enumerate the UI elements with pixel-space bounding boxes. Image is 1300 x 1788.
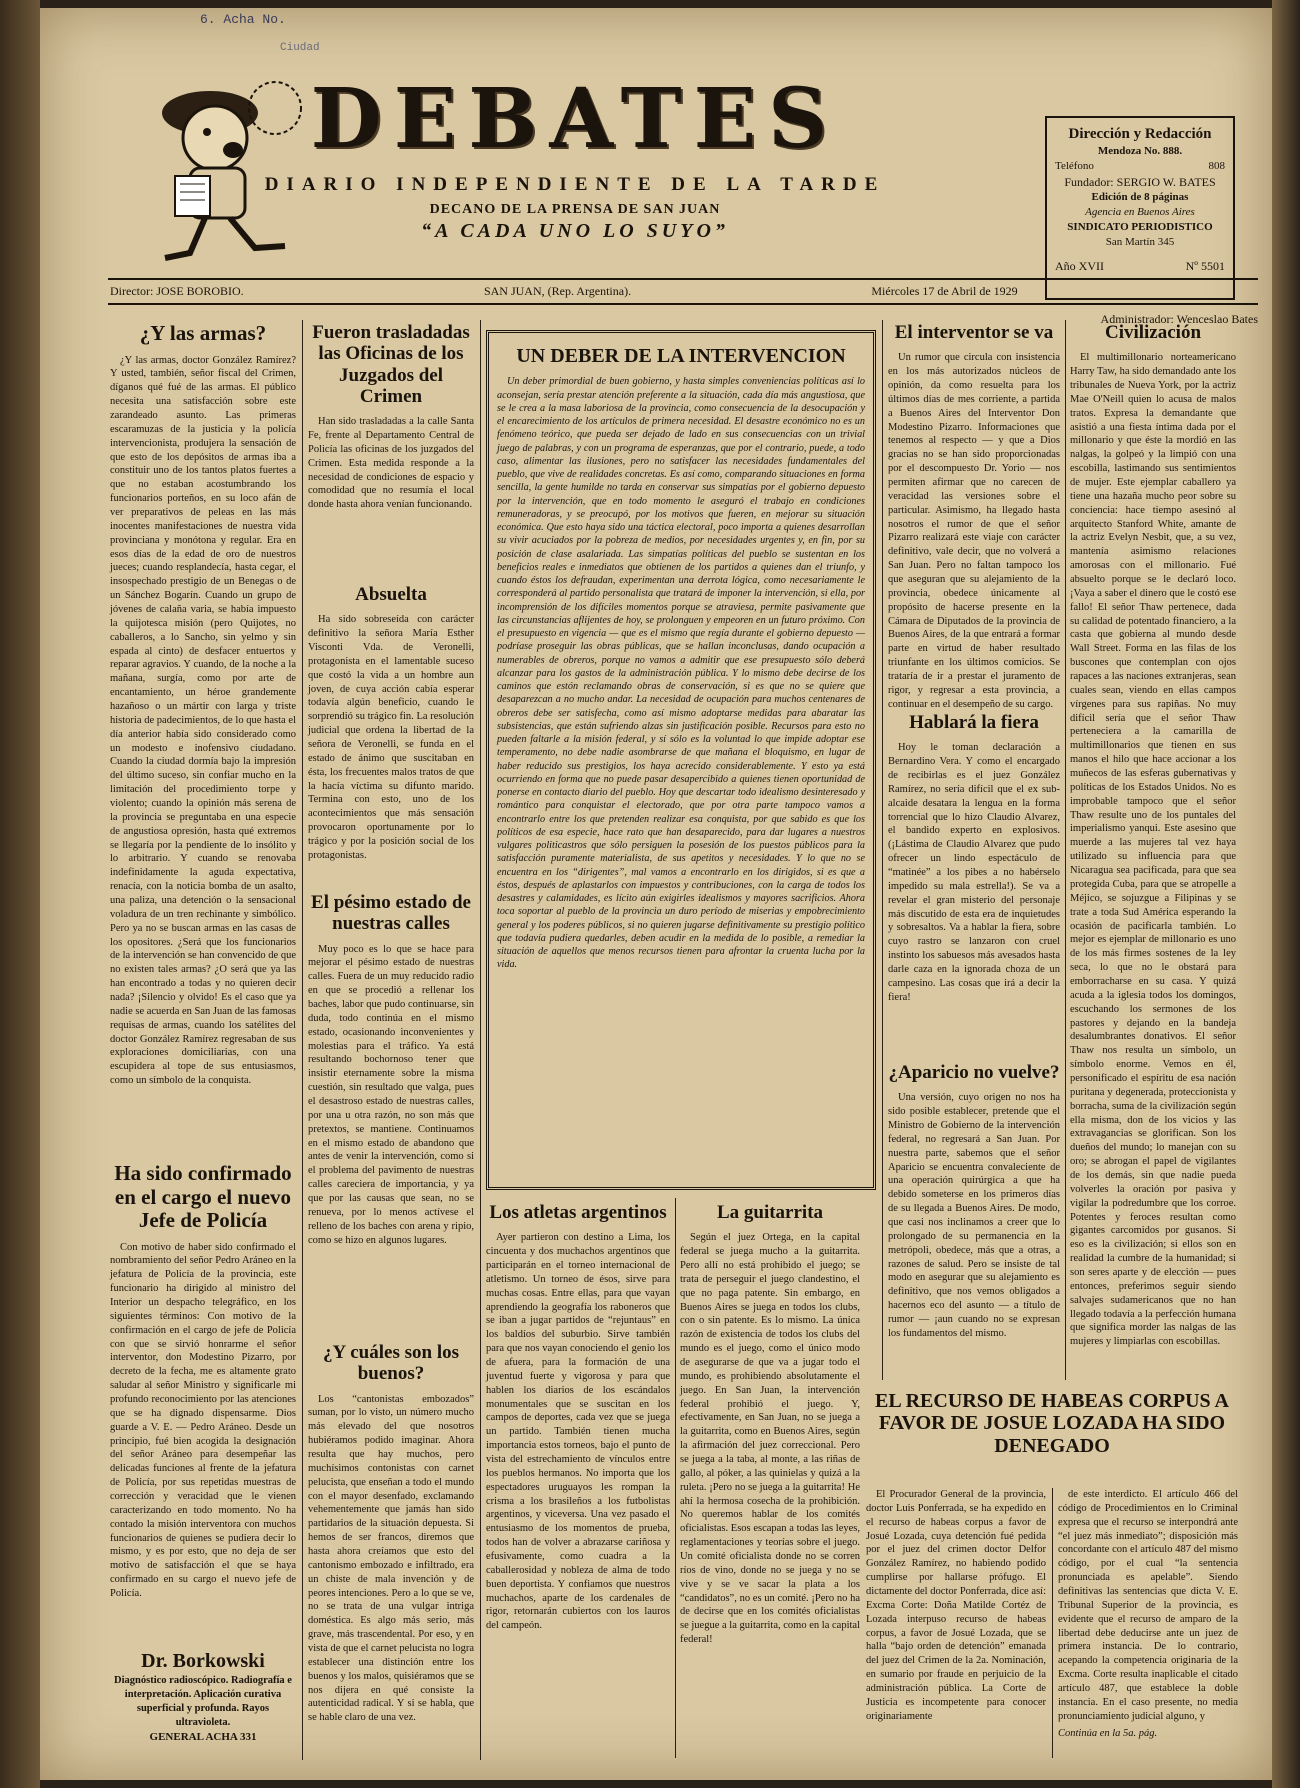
column-rule [480,320,481,1760]
body-interventor: Un rumor que circula con insistencia en los más autorizados núcleos de opinión, da como resuelta para los últimos días de mes corriente, a partida a Buenos Aires del Interventor Don Modestino Pizarro. Informaciones que tenemos al respecto — y que a Dios gracias no se han sido proporcionadas por el descompuesto Dr. Yorio — nos permiten afirmar que no carecen de veracidad las versiones sobre el particular. Asimismo, ha llegado hasta nosotros el rumor de que el señor Pizarro realizará este viaje con carácter definitivo, vale decir, que no volverá a San Juan. Pero no faltan tampoco los que aseguran que su alejamiento de la provincia, obedece únicamente al propósito de hacerse presente en la Cámara de Diputados de la provincia de Buenos Aires, de la que entrará a formar parte en virtud de haber resultado triunfante en los últimos comicios. Se trataría de ir a prestar el juramento de rigor, y regresar a esta provincia, a continuar en el desempeño de su cargo. [888,352,1060,710]
info-founder: Fundador: SERGIO W. BATES [1064,174,1216,189]
body-habeas-a: El Procurador General de la provincia, doctor Luis Ponferrada, se ha expedido en el recurso de habeas corpus a favor de Josué Lozada, cuya detención fué pedida por el juez del crimen doctor Delfor González Ramírez, no habiendo podido cumplirse por hallarse prófugo. El dictamente del doctor Ponferrada, dice así: Excma Corte: Doña Matilde Cortéz de Lozada interpuso recurso de habeas corpus, a favor de Josué Lozada, que se halla “bajo orden de detención” emanada del juez del Crimen de la 2a. Nominación, en sumario por fraude en perjuicio de la administración pública. La Corte de Justicia es incompetente para conocer originariamente [866,1489,1046,1722]
body-y-las-armas: ¿Y las armas, doctor González Ramírez? Y usted, también, señor fiscal del Crimen, díganos qué fué de las armas. El público necesita una satisfacción sobre este zarandeado asunto. Las primeras escaramuzas de la justicia y la policía intervencionista, produjera la sensación de que esto de los depósitos de armas iba a constituir uno de los tantos platos fuertes a que no estaban acostumbrando los funcionarios porteños, en su loco afán de ver preparativos de peleas en las más inocentes manifestaciones de nuestra vida provinciana y monótona y regular. Era en esos días de la edad de oro de nuestros jueces; cuando resplandecía, hasta cegar, el insospechado prestigio de un Benegas o de un Sánchez Bogarín. Cuando un grupo de jóvenes de calaña varia, se había impuesto la quijotesca misión (pero Quijotes, no caballeros, a lo Sancho, sin yelmo y sin espada al cinto) de desfacer entuertos y reparar agravios. Y cuando, de la noche a la mañana, surgía, como por arte de encantamiento, un héroe grandemente hazañoso o un mártir con larga y triste historia de padecimientos, de lo que hasta el día anterior había sido considerado como un modesto e inofensivo ciudadano. Cuando la ciudad dormía bajo la impresión del último suceso, sin confiar mucho en la limitación del procedimiento torpe y violento; cuando la opinión más serena de la provincia se preguntaba en una especie de angustiosa opresión, hasta qué extremos se llegaría por la pendiente de lo insólito y lo arbitrario. Y cuando se renovaba indefinidamente la aguda expectativa, renacía, con la noticia bomba de un asalto, una paliza, una detención o la sensacional voladura de un tren rechinante y simbólico. Pero ya no se buscan armas en las casas de los opositores. ¿Será que los funcionarios de la intervención se han convencido de que no existen tales armas? ¿O será que ya las han encontrado a todas y no quieren decir nada? ¡Silencio y olvido! Es el caso que ya nadie se acuerda en San Juan de las famosas requisas de armas, cuando los satélites del doctor González Ramírez regresaban de sus exploraciones domiciliarias, con una escupidera al tope de sus entusiasmos, como un símbolo de la conquista. [110,354,297,1087]
ad-borkowski-address: GENERAL ACHA 331 [149,1730,257,1743]
stamp-top: 6. Acha No. [200,12,286,27]
ad-borkowski [110,1648,296,1758]
newspaper-page [40,8,1272,1780]
info-edition: Edición de 8 páginas [1091,191,1189,204]
info-phone-label: Teléfono [1055,160,1094,173]
headline-interventor: El interventor se va [894,322,1054,343]
column-rule [675,1198,676,1758]
dateline-place: SAN JUAN, (Rep. Argentina). [483,284,632,298]
newspaper-title: DEBATES [310,71,840,167]
headline-aparicio: ¿Aparicio no vuelve? [888,1062,1060,1083]
article-fiera [888,708,1060,1048]
body-habeas-b: de este interdicto. El artículo 466 del código de Procedimientos en lo Criminal expresa que el recurso se interpondrá ante “el juez más inmediato”; disposición más concordante con el artículo 487 del mismo código, por el cual “la sentencia pronunciada es apelable”. Siendo definitivas las sentencias que dicta V. E. Tribunal Superior de la provincia, es evidente que el recurso de amparo de la libertad debe deducirse ante un juez de primera instancia. De lo contrario, acepando la competencia originaria de la Excma. Corte resulta inaplicable el citado artículo 487, que establece la doble instancia. En el caso presente, no media pronunciamiento judicial alguno, y [1058,1489,1238,1722]
headline-guitarrita: La guitarrita [716,1202,824,1223]
headline-civilizacion: Civilización [1104,322,1202,343]
article-absuelta [308,580,474,880]
info-address: Mendoza No. 888. [1097,145,1183,158]
body-civilizacion: El multimillonario norteamericano Harry Taw, ha sido demandado ante los tribunales de Nueva York, por la actriz Mae O'Neill quien lo acusa de malos tratos. Expresa la demandante que asistió a una fiesta íntima dada por el millonario y que éste la mordió en las nalgas, la golpeó y la limpió con una escobilla, lastimando sus sentimientos de mujer. Este ejemplar caballero ya tiene una hazaña mucho peor sobre su conciencia: hace tiempo asesinó al arquitecto Stanford White, amante de la actriz Evelyn Nesbit, que, a su vez, mantenía asimismo relaciones amorosas con el millonario. Fué absuelto porque se le declaró loco. ¡Vaya a saber el dinero que le costó ese fallo! El señor Thaw pertenece, dada su calidad de potentado financiero, a la casta que gobierna al mundo desde Wall Street. Forma en las filas de los buscones que contemplan con ojos rapaces a las naciones extranjeras, sean cuales sean, viendo en ellas campos vírgenes para sus rapiñas. No muy difícil sería que el señor Thaw perteneciera a la camarilla de multimillonarios que tienen en sus manos el hilo que hace accionar a los muñecos de las esferas gubernativas y políticas de los Estados Unidos. No es improbable tampoco que el señor Thaw resulte uno de los puntales del imperialismo yanqui. Este asesino que muerde a las mujeres tal vez haya utilizado su influencia para que Nicaragua sea pacificada, para que sea protegida Cuba, para que se atropelle a Méjico, se sojuzgue a Filipinas y se trate a toda Sud América esperando la ocasión de pacificarla también. Lo mejor es ejemplar de millonario es uno de los más firmes sostenes de la ley seca, lo que no le obstará para emborracharse en su casa. Y quizá acuda a la iglesia todos los domingos, escuchando los sermones de los pastores y dejando en la bandeja desalumbrantes donativos. El señor Thaw nos resulta un símbolo, un símbolo enorme. Vemos en él, personificado el espíritu de esa nación puritana y degenerada, proteccionista y borracha, suma de la civilización según ella misma, don de los vicios y las extravagancias se glorifican. Son los dueños del mundo; lo manejan con su oro; se abrogan el papel de vigilantes de los demás, sin que nadie pueda volverles la oración por pasiva y vigilar la podredumbre que los corroe. Potentes y feroces resultan como gigantes carcomidos por gusanos. Si eso es la civilización; si ellos son en realidad la cumbre de la humanidad; si son seres aparte y de elección — pues entonces, preferimos seguir siendo salvajes sudamericanos que no han llegado todavía a la perfección humana que significa morder las nalgas de las mujeres y limpiarlas con escobillas. [1070,352,1236,1348]
info-year: Año XVII [1055,258,1104,273]
info-phone: 808 [1208,160,1225,173]
info-syndicate-addr: San Martín 345 [1105,235,1175,248]
body-fiera: Hoy le toman declaración a Bernardino Vera. Y como el encargado de recibirlas es el juez González Ramírez, no sería difícil que el ex sub-alcaide desatara la lengua en la forma torrencial que lo hizo Claudio Alvarez, el bandido experto en explosivos. (¡Lástima de Claudio Alvarez que pudo ofrecer un lindo espectáculo de “matinée” a los pibes a no habérselo impedido su mala estrella!). Se va a revelar el gran misterio del personaje más discutido de esta era de inquietudes y sobresaltos. Va a hablar la fiera, sobre cuyo rastro se lanzaron con cruel instinto los sabuesos más avesados hasta darle caza en la ignorada choza de un campesino. Las cosas que irá a decir la fiera! [888,742,1060,1003]
ad-borkowski-name: Dr. Borkowski [141,1650,265,1672]
headline-juzgados: Fueron trasladadas las Oficinas de los Juzgados del Crimen [312,322,470,407]
info-heading: Dirección y Redacción [1068,126,1212,142]
dateline-rule-bottom [108,303,1258,305]
editorial-box [486,330,876,1190]
info-syndicate: SINDICATO PERIODISTICO [1067,220,1213,233]
headline-atletas: Los atletas argentinos [489,1202,667,1223]
column-rule [882,320,883,1380]
body-editorial: Un deber primordial de buen gobierno, y hasta simples conveniencias políticas así lo aconsejan, sería prestar atención preferente a la situación, cada día más angustiosa, que se le crea a la masa laboriosa de la provincia, como consecuencia de la desocupación y el encarecimiento de los artículos de primera necesidad. El desastre económico no es un fenómeno teórico, que pueda ser dejado de lado en sus consecuencias con un trivial juego de palabras, y con un programa de esperanzas, que por el contrario, puede, a todo caso, alimentar las ilusiones, pero no satisfacer las necesidades fundamentales del pueblo, que vive de realidades concretas. Es así como, comparando situaciones en forma sencilla, la gente humilde no tarda en conservar sus simpatías por el gobierno depuesto por la intervención, que en todo momento le aseguró el trabajo en condiciones remuneradoras, y se preocupó, por los motivos que fueren, en mejorar su situación económica. Que esto haya sido una táctica electoral, poco importa a quienes desarrollan su vivir acuciados por la pobreza de medios, por necesidades urgentes y, en fin, por su posición de clase asalariada. Las simpatías políticas del pueblo se sustentan en los beneficios reales e inmediatos que obtienen de los partidos a quienes dan el triunfo, y cuando éstos los defraudan, experimentan una derrota lógica, como necesariamente le corresponderá al partido personalista que tratará de imponer la intervención, si ella, por incomprensión de los difíciles momentos porque se atraviesa, permite pasivamente que las circunstancias aflijentes de hoy, se prolonguen y empeoren en un futuro próximo. Con el presupuesto en vigencia — que es el mismo que regía durante el gobierno depuesto — podríase proseguir las obras públicas, que se hallan inconclusas, dando ocupación a numerables de obreros, porque no vamos a admitir que ese presupuesto sólo deberá alcanzar para los gastos de la administración pública. Y lo mismo debe decirse de los caminos que estón reclamando obras de conservación, si es que no se quiere que desaparezcan a no mucho andar. La necesidad de ocupación para muchos centenares de obreros debe ser satisfecha, como así mismo adoptarse medidas para abaratar las subsistencias, que están sufriendo alzas sin justificación posible. Recursos para esto no pueden faltarle a la misión federal, y sí sólo es la voluntad lo que impide adoptar ese temperamento, no debe nadie asombrarse de que mañana el bloquismo, en lugar de haber reducido sus prestigios, los haya acrecido considerablemente. Y esto ya está ocurriendo en forma que no puede pasar desapercibido a quienes tienen oportunidad de ponerse en contacto diario del pueblo. Hoy que descartar todo idealismo desinteresado y romántico para conquistar el electorado, que por otra parte tampoco vamos a encontrarlo entre los que pretenden realizar esa conquista, por que sabido es que los políticos de esa especie, hace rato que han desaparecido, para dar lugares a nuestros vulgares politicastros que sólo persiguen la posesión de los puestos públicos para la satisfacción puramente materialista, de sus apetitos y necesidades. Y lo que no se encuentra en los “dirigentes”, mal vamos a encontrarlo en los dirigidos, si es que a éstos, después de aplastarlos con impuestos y contribuciones, con la carga de todos los desastres y calamidades, es lícito aún exigirles idealismos y mayores sacrificios. Ahora toca soportar al pueblo de la provincia un duro período de miserias y empobrecimiento general y los poderes públicos, si no quieren jugarse definitivamente su prestigio político que todavía pudiera quedarles, deben acudir en la medida de lo posible, a remediar la situación de aquellos que menos recursos tienen para afrontar la cruenta lucha por la vida. [497,376,865,971]
column-rule [1052,1488,1053,1758]
masthead [95,71,1055,243]
newspaper-subtitle: DIARIO INDEPENDIENTE DE LA TARDE [264,174,886,195]
headline-habeas: EL RECURSO DE HABEAS CORPUS A FAVOR DE JOSUE LOZADA HA SIDO DENEGADO [875,1390,1229,1457]
info-agency: Agencia en Buenos Aires [1085,205,1195,218]
headline-absuelta: Absuelta [355,584,427,605]
article-cuales-buenos [308,1338,474,1758]
ad-borkowski-body: Diagnóstico radioscópico. Radiografía e interpretación. Aplicación curativa superficial y profunda. Rayos ultravioleta. [114,1675,292,1728]
article-y-las-armas [110,318,296,1148]
column-rule [302,320,303,1760]
article-civilizacion [1070,318,1236,1378]
dateline [110,284,1258,299]
body-calles: Muy poco es lo que se hace para mejorar el pésimo estado de nuestras calles. Fuera de un muy reducido radio en que se procedió a rellenar los baches, labor que pudo continuarse, sin duda, todo continúa en el mismo estado, ocasionando inconvenientes y molestias para el tráfico. Ya está resultando bochornoso tener que insistir eternamente sobre la misma cuestión, sin resultado que valga, pues el desastroso estado de nuestras calles, por una u otra razón, no son más que pretextos, se mantiene. Continuamos en el mismo estado de abandono que antes de venir la intervención, como si el problema del pavimento de nuestras calles careciera de importancia, y ya que por las causas que sean, no se renueva, por lo menos actívese el relleno de los baches con arena y ripio, como se hizo en algunos lugares. [308,943,474,1246]
headline-jefe-de-policia: Ha sido confirmado en el cargo el nuevo Jefe de Policía [114,1161,292,1233]
article-calles [308,888,474,1328]
body-absuelta: Ha sido sobreseída con carácter definitivo la señora María Esther Visconti Vda. de Veronelli, protagonista en el lamentable suceso que costó la vida a un hombre aun joven, de cuya acción cabía esperar todavía algún beneficio, cuando le sorprendió su trágico fin. La resolución judicial que ordena la libertad de la señora de Veronelli, se funda en el estado de ánimo que suscitaban en ésta, los frecuentes malos tratos de que la hacía víctima su difunto marido. Termina con esto, uno de los acontecimientos que más sensación provocaron oportunamente por lo trágico y por la posición social de los protagonistas. [308,614,474,861]
column-rule [1065,320,1066,1380]
headline-calles: El pésimo estado de nuestras calles [311,892,471,935]
article-jefe-de-policia [110,1158,296,1638]
editorial-text [497,375,865,1165]
article-atletas [486,1198,670,1758]
article-habeas-a [866,1488,1046,1758]
dateline-director: Director: JOSE BOROBIO. [110,284,244,298]
body-jefe-de-policia: Con motivo de haber sido confirmado el nombramiento del señor Pedro Aráneo en la jefatura de Policía de la provincia, este funcionario ha dirigido al ministro del Interior un despacho telegráfico, en los siguientes términos: Con motivo de la confirmación en el cargo de jefe de Policía con que se sirvió honrarme el señor interventor, don Modestino Pizarro, por decreto de la fecha, me es altamente grato saludar al señor Ministro y significarle mi profundo reconocimiento por las atenciones que se ha dignado dispensarme. Dios guarde a V. E. — Pedro Aráneo. Desde un principio, fué bien acogida la designación del señor Aráneo para desempeñar las delicadas funciones al frente de la jefatura de Policía, por sus repetidas muestras de corrección y veracidad que le vienen caracterizando en todo momento. No ha contado la misión interventora con muchos funcionarios de quienes se pudiera decir lo mismo, y es por esto, que no deja de ser motivo de satisfacción el que se haya confirmado en su cargo el nuevo jefe de Policía. [110,1241,296,1600]
article-habeas-b [1058,1488,1238,1758]
body-aparicio: Una versión, cuyo origen no nos ha sido posible establecer, pretende que el Ministro de Gobierno de la intervención federal, no regresará a San Juan. Por nuestra parte, sabemos que el señor Aparicio se encuentra convaleciente de una operación quirúrgica a que ha debido someterse en los primeros días de su llegada a Buenos Aires. De modo, que casi nos inclinamos a creer que lo prolongado de su permanencia en la metrópoli, obedece, más que a otras, a razones de salud. Pero se insiste de tal modo en asegurar que su alejamiento es definitivo, que nos vemos obligados a hacernos eco del asunto — a título de rumor — ¡aun cuando no se expresan los fundamentos del mismo. [888,1092,1060,1339]
headline-editorial: UN DEBER DE LA INTERVENCION [516,345,846,367]
article-aparicio [888,1058,1060,1378]
body-juzgados: Han sido trasladadas a la calle Santa Fe, frente al Departamento Central de Policía las oficinas de los juzgados del Crimen. Esta medida responde a la necesidad de condiciones de espacio y comodidad que no resumía el local donde hasta ahora venían funcionando. [308,416,474,511]
stamp-top2: Ciudad [280,42,320,54]
newspaper-motto: “A CADA UNO LO SUYO” [421,220,729,242]
editorial-info-box [1045,116,1235,300]
habeas-continued: Continúa en la 5a. pág. [1058,1727,1158,1739]
article-guitarrita [680,1198,860,1758]
headline-y-las-armas: ¿Y las armas? [139,321,267,345]
newspaper-decano: DECANO DE LA PRENSA DE SAN JUAN [429,202,721,217]
article-interventor [888,318,1060,710]
info-number: Nº 5501 [1185,258,1225,273]
dateline-rule-top [108,278,1258,280]
headline-cuales-buenos: ¿Y cuáles son los buenos? [322,1342,459,1385]
article-juzgados [308,318,474,578]
habeas-headline-block [866,1386,1238,1476]
body-atletas: Ayer partieron con destino a Lima, los cincuenta y dos muchachos argentinos que participarán en el torneo internacional de atletismo. Un torneo de ésos, sirve para muchas cosas. Entre ellas, para que vayan aprendiendo la geografía los raboneros que se iban a jugar partidos de “rejuntaus” en los baldíos del suburbio. Sirve también para que nos vayan conociendo el genio los de afuera, para la formación de una juventud fuerte y vigorosa y para que hablen los diarios de los escándalos monumentales que se suscitan en los campos de deportes, cada vez que se juega un partido. También tienen mucha importancia estos torneos, bajo el punto de vista del estrechamiento de vínculos entre los pueblos hermanos. No importa que los espectadores uruguayos les rompan la crisma a los brasileños a los futbolistas argentinos, y viceversa. Una vez pasado el entusiasmo de los momentos de prueba, todos han de volver a abrazarse cariñosa y efusivamente, como cuadra a la caballerosidad y nobleza de alma de todo buen deportista. Y confiamos que nuestros muchachos, aparte de los cardenales de rigor, retornarán cubiertos con los lauros del campeón. [486,1232,670,1632]
body-guitarrita: Según el juez Ortega, en la capital federal se juega mucho a la guitarrita. Pero allí no está prohibido el juego; se trata de perseguir el juego clandestino, el que no paga patente. Sin embargo, en Buenos Aires se juega en todos los clubs, con o sin patente. Es lo mismo. La única razón de existencia de todos los clubs del mundo es el juego, como el único modo de asegurarse de que va a jugar todo el mundo, es prohibiendo absolutamente el juego. En San Juan, la intervención federal prohibió el juego. Y, efectivamente, en San Juan, no se juega a la guitarrita, como en Buenos Aires, según la afirmación del juez correccional. Pero se juega a la taba, al monte, a las riñas de gallo, al póker, a las quinielas y quizá a la ruleta. ¡Pero no se juega a la guitarrita! He ahí la hermosa cosecha de la prohibición. No queremos hablar de los comités oficialistas. Esos escapan a todas las leyes, reglamentaciones y teorías sobre el juego. Un comité oficialista donde no se corren ríos de vino, donde no se juega y no se vive y se ve sacar la plata a los “candidatos”, no es un comité. ¡Pero no ha de decirse que en los comités oficialistas se juegue a la guitarrita, como en la capital federal! [680,1232,860,1646]
page-edge [1272,0,1300,1788]
body-cuales-buenos: Los “cantonistas embozados” suman, por lo visto, un número mucho más elevado del que nosotros hubiéramos podido imaginar. Ahora resulta que hay muchos, pero muchísimos contonistas con carnet pelucista, que enseñan a todo el mundo con el mayor desenfado, exclamando vehementemente que jamás han sido partidarios de la situación depuesta. Si hemos de ser francos, diremos que hasta ahora creíamos que esto del cantonismo embozado e infiltrado, era un chiste de mala invención y de peores intenciones. Pero a lo que se ve, no se trata de una vulgar intriga doméstica. Es algo más serio, más grave, más trascendental. Por eso, y en vista de que el carnet pelucista no logra establecer una distinción entre los buenos y los malos, quisiéramos que se nos dijera en qué consiste la autenticidad radical. Y si se habla, que se hable claro de una vez. [308,1393,474,1724]
dateline-admin: Administrador: Wenceslao Bates [1100,312,1258,326]
headline-fiera: Hablará la fiera [909,712,1039,733]
book-spine [0,0,40,1788]
dateline-date: Miércoles 17 de Abril de 1929 [871,284,1018,298]
